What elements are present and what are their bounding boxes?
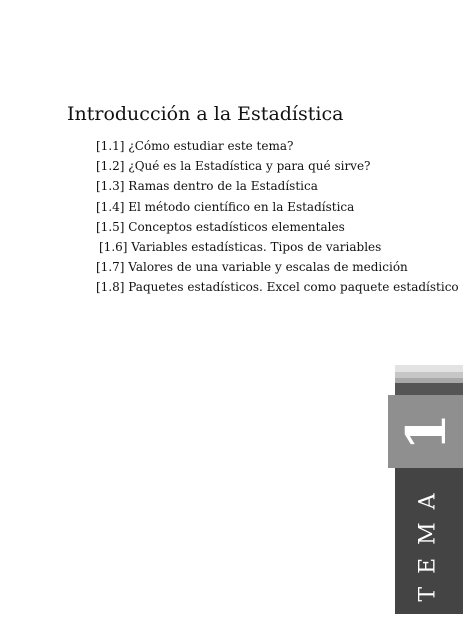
toc-item: [1.8] Paquetes estadísticos. Excel como paquete estadístico	[96, 280, 459, 295]
toc-item: [1.1] ¿Cómo estudiar este tema?	[96, 139, 294, 153]
tema-tab	[395, 468, 463, 614]
chapter-number: 1	[393, 412, 458, 451]
toc-item: [1.6] Variables estadísticas. Tipos de variables	[99, 239, 382, 254]
toc-item: [1.4] El método científico en la Estadística	[96, 199, 355, 214]
tema-label: TEMA	[416, 480, 441, 602]
chapter-number-tab	[388, 395, 463, 468]
page-title: Introducción a la Estadística	[67, 103, 344, 125]
table-of-contents	[96, 136, 459, 298]
toc-item: [1.7] Valores de una variable y escalas de medición	[96, 260, 408, 275]
decorative-stripe	[395, 365, 463, 372]
decorative-stripe	[395, 383, 463, 395]
toc-item: [1.2] ¿Qué es la Estadística y para qué sirve?	[96, 159, 371, 174]
toc-item: [1.5] Conceptos estadísticos elementales	[96, 219, 345, 234]
toc-item: [1.3] Ramas dentro de la Estadística	[96, 179, 318, 194]
